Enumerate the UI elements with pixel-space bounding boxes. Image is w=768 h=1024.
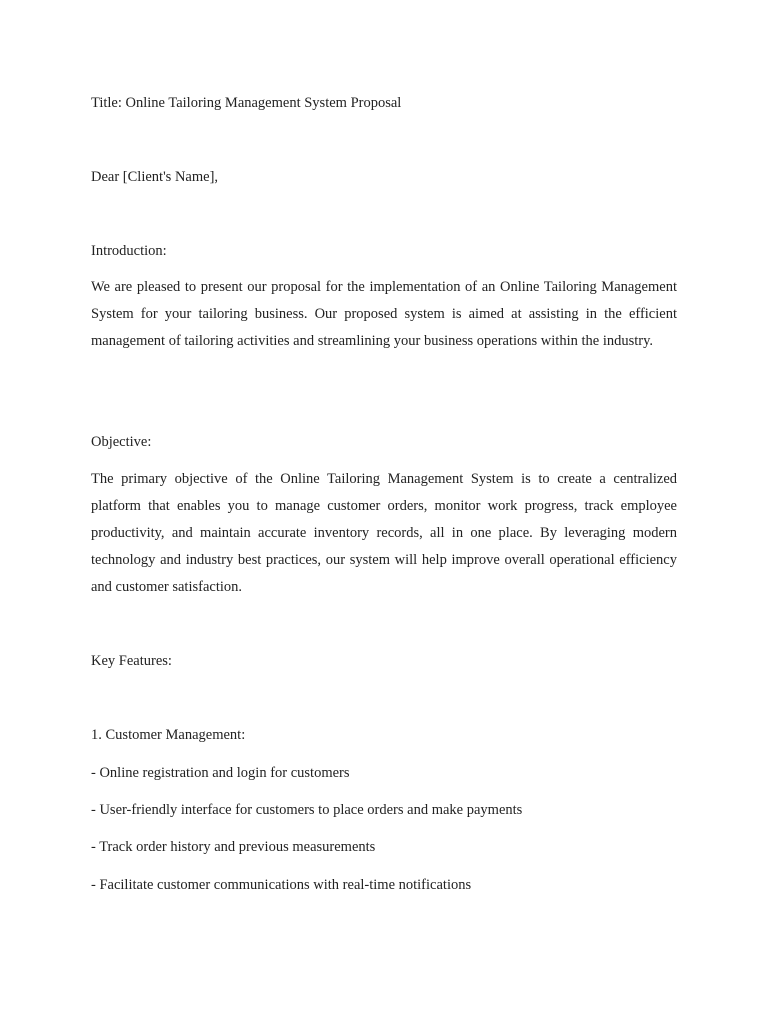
- introduction-heading: Introduction:: [91, 243, 167, 259]
- key-features-heading: Key Features:: [91, 653, 172, 669]
- customer-management-heading: 1. Customer Management:: [91, 727, 246, 743]
- objective-paragraph: The primary objective of the Online Tailoring Management System is to create a centralized platform that enables you to manage customer orders, monitor work progress, track employee productivity, and maintain accurate inventory records, all in one place. By leveraging modern technology and industry best practices, our system will help improve overall operational efficiency and customer satisfaction.: [91, 471, 677, 595]
- document-title: Title: Online Tailoring Management System Proposal: [91, 95, 402, 111]
- list-item: - User-friendly interface for customers to place orders and make payments: [91, 802, 523, 818]
- list-item: - Track order history and previous measurements: [91, 839, 376, 855]
- salutation: Dear [Client's Name],: [91, 169, 219, 185]
- introduction-paragraph: We are pleased to present our proposal for the implementation of an Online Tailoring Management System for your tailoring business. Our proposed system is aimed at assisting in the efficient management of tailoring activities and streamlining your business operations within the industry.: [91, 279, 677, 349]
- list-item: - Facilitate customer communications with real-time notifications: [91, 877, 472, 893]
- list-item: - Online registration and login for customers: [91, 765, 350, 781]
- objective-heading: Objective:: [91, 434, 152, 450]
